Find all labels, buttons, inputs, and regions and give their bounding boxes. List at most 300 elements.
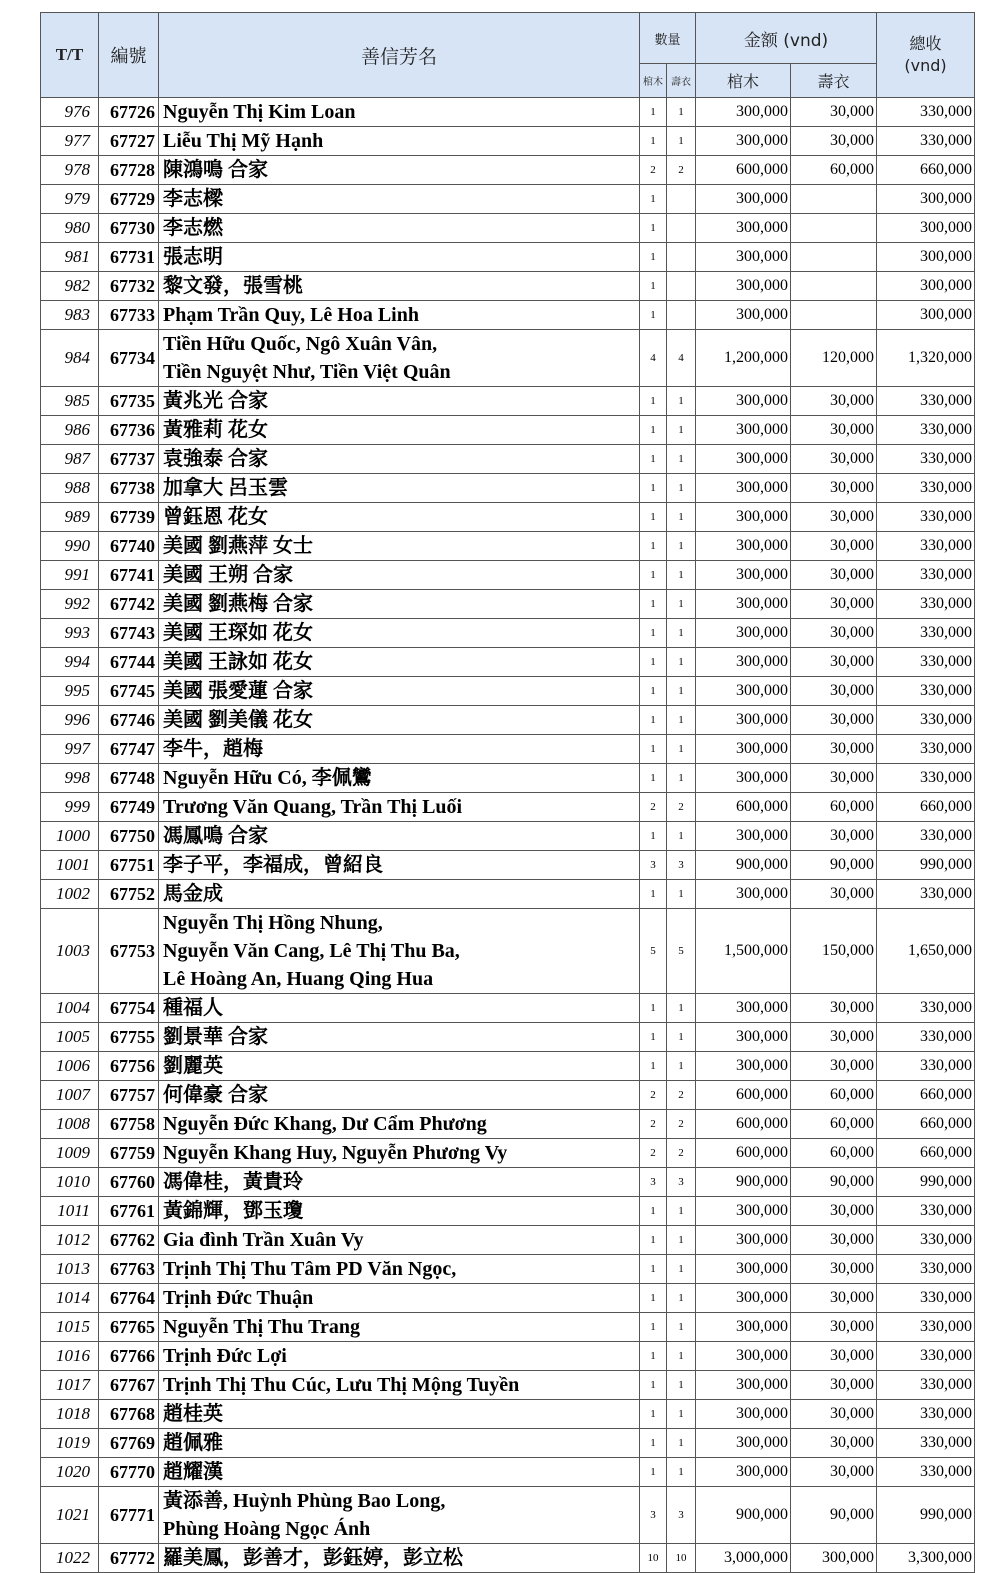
row-total: 660,000 [877, 1110, 975, 1139]
donor-name-line: 劉麗英 [163, 1055, 223, 1077]
row-total: 330,000 [877, 1400, 975, 1429]
row-code: 67755 [99, 1023, 159, 1052]
table-row [41, 330, 975, 387]
table-row [41, 445, 975, 474]
donor-name-line: 馬金成 [163, 883, 223, 905]
table-row [41, 532, 975, 561]
row-code: 67771 [99, 1487, 159, 1544]
donor-name-line: 張志明 [163, 246, 223, 268]
row-total: 330,000 [877, 590, 975, 619]
row-qty-coffin: 1 [640, 1371, 667, 1400]
row-donor-name [159, 474, 640, 503]
donor-name-line: 馮偉桂，黃貴玲 [163, 1171, 303, 1193]
row-qty-coffin: 1 [640, 185, 667, 214]
table-row [41, 764, 975, 793]
table-row [41, 851, 975, 880]
row-amount-shroud: 30,000 [791, 735, 877, 764]
row-donor-name [159, 1342, 640, 1371]
row-qty-shroud: 1 [667, 1052, 696, 1081]
row-donor-name [159, 822, 640, 851]
table-row [41, 590, 975, 619]
row-amount-coffin: 300,000 [696, 735, 791, 764]
row-qty-shroud: 1 [667, 1255, 696, 1284]
row-total: 300,000 [877, 272, 975, 301]
row-donor-name [159, 1429, 640, 1458]
row-qty-coffin: 1 [640, 619, 667, 648]
table-row [41, 301, 975, 330]
table-row [41, 880, 975, 909]
row-amount-coffin: 600,000 [696, 1110, 791, 1139]
row-donor-name [159, 677, 640, 706]
row-qty-shroud: 1 [667, 1429, 696, 1458]
row-total: 330,000 [877, 822, 975, 851]
row-amount-shroud: 30,000 [791, 1023, 877, 1052]
row-qty-shroud: 1 [667, 1023, 696, 1052]
row-amount-shroud: 30,000 [791, 677, 877, 706]
row-donor-name [159, 387, 640, 416]
row-number: 1013 [41, 1255, 99, 1284]
row-amount-shroud [791, 185, 877, 214]
row-donor-name [159, 851, 640, 880]
row-amount-coffin: 300,000 [696, 214, 791, 243]
row-qty-coffin: 1 [640, 561, 667, 590]
row-total: 330,000 [877, 880, 975, 909]
row-donor-name [159, 1023, 640, 1052]
row-amount-coffin: 300,000 [696, 243, 791, 272]
donor-name-line: 黃錦輝，鄧玉瓊 [163, 1200, 303, 1222]
row-amount-coffin: 300,000 [696, 1255, 791, 1284]
row-number: 1018 [41, 1400, 99, 1429]
row-total: 330,000 [877, 764, 975, 793]
row-number: 982 [41, 272, 99, 301]
row-amount-shroud: 300,000 [791, 1544, 877, 1573]
row-amount-shroud [791, 272, 877, 301]
table-header [41, 13, 975, 98]
donor-name-line: 李子平，李福成，曾紹良 [163, 854, 383, 876]
row-qty-coffin: 3 [640, 1168, 667, 1197]
row-amount-shroud: 60,000 [791, 156, 877, 185]
row-code: 67734 [99, 330, 159, 387]
table-row [41, 735, 975, 764]
row-amount-shroud: 30,000 [791, 532, 877, 561]
donor-name-line: 羅美鳳，彭善才，彭鈺婷，彭立松 [163, 1547, 463, 1569]
row-number: 1010 [41, 1168, 99, 1197]
donor-name-line: Trương Văn Quang, Trần Thị Luối [163, 796, 463, 818]
row-qty-shroud [667, 272, 696, 301]
table-row [41, 272, 975, 301]
table-row [41, 1544, 975, 1573]
row-qty-shroud: 1 [667, 561, 696, 590]
row-amount-shroud: 30,000 [791, 1052, 877, 1081]
row-total: 330,000 [877, 503, 975, 532]
row-code: 67744 [99, 648, 159, 677]
row-amount-shroud: 60,000 [791, 1081, 877, 1110]
row-number: 1000 [41, 822, 99, 851]
row-qty-coffin: 1 [640, 1400, 667, 1429]
header-qty-shroud: 壽衣 [667, 64, 696, 98]
row-qty-shroud: 1 [667, 677, 696, 706]
row-code: 67731 [99, 243, 159, 272]
row-amount-coffin: 300,000 [696, 532, 791, 561]
row-code: 67730 [99, 214, 159, 243]
row-qty-shroud: 1 [667, 127, 696, 156]
donor-name-line: Nguyễn Thị Kim Loan [163, 101, 356, 123]
row-number: 980 [41, 214, 99, 243]
row-donor-name [159, 301, 640, 330]
row-donor-name [159, 503, 640, 532]
row-total: 330,000 [877, 532, 975, 561]
row-total: 330,000 [877, 735, 975, 764]
table-row [41, 994, 975, 1023]
row-amount-shroud: 30,000 [791, 1342, 877, 1371]
row-qty-coffin: 1 [640, 880, 667, 909]
row-amount-coffin: 900,000 [696, 1487, 791, 1544]
row-amount-shroud: 120,000 [791, 330, 877, 387]
row-total: 330,000 [877, 648, 975, 677]
row-total: 330,000 [877, 1458, 975, 1487]
donor-name-line: 美國 王詠如 花女 [163, 651, 313, 673]
donor-name-line: Liễu Thị Mỹ Hạnh [163, 130, 324, 152]
row-amount-coffin: 300,000 [696, 1342, 791, 1371]
row-qty-coffin: 1 [640, 1342, 667, 1371]
row-amount-shroud: 30,000 [791, 387, 877, 416]
row-amount-coffin: 300,000 [696, 677, 791, 706]
row-number: 976 [41, 98, 99, 127]
row-total: 330,000 [877, 98, 975, 127]
row-number: 994 [41, 648, 99, 677]
row-code: 67756 [99, 1052, 159, 1081]
row-amount-coffin: 300,000 [696, 1226, 791, 1255]
row-number: 1015 [41, 1313, 99, 1342]
row-code: 67742 [99, 590, 159, 619]
row-number: 1005 [41, 1023, 99, 1052]
header-amount-shroud: 壽衣 [791, 64, 877, 98]
row-amount-coffin: 600,000 [696, 1081, 791, 1110]
donor-name-line: 美國 劉燕梅 合家 [163, 593, 313, 615]
row-qty-shroud [667, 185, 696, 214]
donor-name-line: Nguyễn Văn Cang, Lê Thị Thu Ba, [163, 940, 460, 962]
header-amount: 金额 (vnd) [696, 13, 877, 64]
table-row [41, 1081, 975, 1110]
donor-name-line: 美國 劉美儀 花女 [163, 709, 313, 731]
donor-name-line: 李志樑 [163, 188, 223, 210]
row-total: 330,000 [877, 474, 975, 503]
row-amount-shroud: 90,000 [791, 1487, 877, 1544]
table-row [41, 1197, 975, 1226]
row-qty-coffin: 1 [640, 822, 667, 851]
row-number: 1008 [41, 1110, 99, 1139]
row-donor-name [159, 561, 640, 590]
row-number: 988 [41, 474, 99, 503]
row-amount-shroud: 30,000 [791, 822, 877, 851]
row-qty-shroud: 1 [667, 1458, 696, 1487]
row-qty-shroud [667, 301, 696, 330]
row-code: 67770 [99, 1458, 159, 1487]
row-total: 990,000 [877, 851, 975, 880]
row-qty-coffin: 1 [640, 1226, 667, 1255]
row-qty-coffin: 5 [640, 909, 667, 994]
row-donor-name [159, 98, 640, 127]
table-row [41, 1168, 975, 1197]
row-qty-shroud: 1 [667, 1313, 696, 1342]
row-code: 67765 [99, 1313, 159, 1342]
header-amount-coffin: 棺木 [696, 64, 791, 98]
row-number: 1003 [41, 909, 99, 994]
row-qty-shroud: 1 [667, 445, 696, 474]
row-amount-shroud: 60,000 [791, 1110, 877, 1139]
row-donor-name [159, 1544, 640, 1573]
row-donor-name [159, 1139, 640, 1168]
row-amount-shroud: 30,000 [791, 445, 877, 474]
row-code: 67752 [99, 880, 159, 909]
row-amount-coffin: 300,000 [696, 619, 791, 648]
row-donor-name [159, 793, 640, 822]
row-qty-coffin: 2 [640, 1110, 667, 1139]
row-amount-coffin: 300,000 [696, 880, 791, 909]
donor-name-line: 趙桂英 [163, 1403, 223, 1425]
donor-name-line: 李牛，趙梅 [163, 738, 263, 760]
row-number: 992 [41, 590, 99, 619]
row-amount-shroud: 30,000 [791, 619, 877, 648]
row-total: 330,000 [877, 387, 975, 416]
row-amount-coffin: 300,000 [696, 127, 791, 156]
row-amount-shroud: 30,000 [791, 503, 877, 532]
row-number: 1021 [41, 1487, 99, 1544]
table-row [41, 1458, 975, 1487]
row-amount-shroud: 30,000 [791, 706, 877, 735]
row-amount-shroud: 30,000 [791, 1197, 877, 1226]
row-amount-coffin: 300,000 [696, 1284, 791, 1313]
row-total: 660,000 [877, 1081, 975, 1110]
donor-name-line: 黃添善, Huỳnh Phùng Bao Long, [163, 1490, 446, 1512]
row-amount-shroud: 30,000 [791, 1255, 877, 1284]
row-qty-coffin: 1 [640, 243, 667, 272]
row-amount-coffin: 300,000 [696, 503, 791, 532]
row-amount-shroud: 60,000 [791, 1139, 877, 1168]
row-amount-shroud: 30,000 [791, 561, 877, 590]
row-number: 979 [41, 185, 99, 214]
row-donor-name [159, 1197, 640, 1226]
row-total: 330,000 [877, 127, 975, 156]
row-qty-shroud: 1 [667, 474, 696, 503]
row-code: 67749 [99, 793, 159, 822]
row-qty-coffin: 1 [640, 648, 667, 677]
row-code: 67739 [99, 503, 159, 532]
donor-name-line: Nguyễn Đức Khang, Dư Cẩm Phương [163, 1113, 487, 1135]
table-row [41, 127, 975, 156]
row-number: 1002 [41, 880, 99, 909]
row-code: 67768 [99, 1400, 159, 1429]
row-donor-name [159, 1168, 640, 1197]
row-amount-shroud: 30,000 [791, 98, 877, 127]
row-number: 990 [41, 532, 99, 561]
row-total: 330,000 [877, 561, 975, 590]
row-total: 330,000 [877, 445, 975, 474]
row-amount-shroud: 30,000 [791, 1313, 877, 1342]
donor-name-line: Nguyễn Hữu Có, 李佩鸞 [163, 767, 372, 789]
row-donor-name [159, 1110, 640, 1139]
row-qty-shroud: 1 [667, 98, 696, 127]
row-code: 67769 [99, 1429, 159, 1458]
row-code: 67753 [99, 909, 159, 994]
header-code: 編號 [99, 13, 159, 98]
donor-name-line: Trịnh Thị Thu Cúc, Lưu Thị Mộng Tuyền [163, 1374, 520, 1396]
donor-name-line: Gia đình Trần Xuân Vy [163, 1229, 364, 1251]
row-qty-coffin: 1 [640, 764, 667, 793]
row-qty-shroud: 2 [667, 1110, 696, 1139]
row-qty-shroud: 1 [667, 590, 696, 619]
row-code: 67740 [99, 532, 159, 561]
row-code: 67745 [99, 677, 159, 706]
row-number: 986 [41, 416, 99, 445]
row-total: 1,650,000 [877, 909, 975, 994]
row-amount-coffin: 3,000,000 [696, 1544, 791, 1573]
row-code: 67751 [99, 851, 159, 880]
row-amount-shroud: 30,000 [791, 127, 877, 156]
table-row [41, 1400, 975, 1429]
row-total: 330,000 [877, 1052, 975, 1081]
row-total: 990,000 [877, 1487, 975, 1544]
row-qty-shroud: 3 [667, 1487, 696, 1544]
table-row [41, 185, 975, 214]
row-qty-shroud: 1 [667, 1342, 696, 1371]
header-tt: T/T [41, 13, 99, 98]
row-number: 983 [41, 301, 99, 330]
row-number: 1009 [41, 1139, 99, 1168]
row-amount-coffin: 300,000 [696, 1371, 791, 1400]
row-donor-name [159, 880, 640, 909]
row-total: 330,000 [877, 677, 975, 706]
row-total: 300,000 [877, 301, 975, 330]
row-donor-name [159, 994, 640, 1023]
row-number: 981 [41, 243, 99, 272]
row-qty-coffin: 2 [640, 1081, 667, 1110]
donor-name-line: 美國 劉燕萍 女士 [163, 535, 313, 557]
donor-name-line: 袁強泰 合家 [163, 448, 268, 470]
row-amount-coffin: 300,000 [696, 1400, 791, 1429]
row-qty-shroud: 1 [667, 706, 696, 735]
row-total: 330,000 [877, 1023, 975, 1052]
row-number: 1017 [41, 1371, 99, 1400]
row-qty-coffin: 1 [640, 445, 667, 474]
row-amount-shroud [791, 243, 877, 272]
donor-name-line: Phùng Hoàng Ngọc Ánh [163, 1518, 371, 1540]
row-amount-coffin: 300,000 [696, 387, 791, 416]
row-qty-coffin: 3 [640, 1487, 667, 1544]
row-qty-shroud: 1 [667, 735, 696, 764]
donor-name-line: Trịnh Đức Thuận [163, 1287, 314, 1309]
row-amount-shroud: 30,000 [791, 416, 877, 445]
row-donor-name [159, 1487, 640, 1544]
row-number: 1014 [41, 1284, 99, 1313]
row-code: 67767 [99, 1371, 159, 1400]
row-donor-name [159, 648, 640, 677]
row-amount-coffin: 300,000 [696, 1052, 791, 1081]
table-row [41, 1342, 975, 1371]
row-code: 67754 [99, 994, 159, 1023]
row-amount-coffin: 300,000 [696, 764, 791, 793]
row-number: 984 [41, 330, 99, 387]
row-total: 330,000 [877, 706, 975, 735]
row-number: 1006 [41, 1052, 99, 1081]
row-donor-name [159, 1052, 640, 1081]
row-qty-coffin: 1 [640, 387, 667, 416]
row-amount-shroud [791, 301, 877, 330]
table-row [41, 1052, 975, 1081]
row-code: 67736 [99, 416, 159, 445]
row-code: 67760 [99, 1168, 159, 1197]
donor-name-line: Trịnh Thị Thu Tâm PD Văn Ngọc, [163, 1258, 457, 1280]
row-qty-coffin: 1 [640, 503, 667, 532]
row-code: 67729 [99, 185, 159, 214]
row-donor-name [159, 590, 640, 619]
row-total: 330,000 [877, 1255, 975, 1284]
row-code: 67741 [99, 561, 159, 590]
row-qty-shroud: 1 [667, 503, 696, 532]
row-total: 300,000 [877, 185, 975, 214]
row-total: 990,000 [877, 1168, 975, 1197]
row-qty-coffin: 1 [640, 214, 667, 243]
donor-name-line: Nguyễn Thị Hồng Nhung, [163, 912, 383, 934]
table-row [41, 1429, 975, 1458]
row-amount-coffin: 300,000 [696, 272, 791, 301]
table-row [41, 387, 975, 416]
row-qty-shroud: 2 [667, 156, 696, 185]
table-row [41, 1226, 975, 1255]
row-code: 67766 [99, 1342, 159, 1371]
row-donor-name [159, 445, 640, 474]
row-qty-coffin: 1 [640, 706, 667, 735]
donor-name-line: Phạm Trần Quy, Lê Hoa Linh [163, 304, 419, 326]
row-amount-shroud: 30,000 [791, 1371, 877, 1400]
row-donor-name [159, 1313, 640, 1342]
row-total: 330,000 [877, 619, 975, 648]
row-total: 1,320,000 [877, 330, 975, 387]
table-row [41, 1139, 975, 1168]
row-amount-coffin: 300,000 [696, 1197, 791, 1226]
row-donor-name [159, 1226, 640, 1255]
row-donor-name [159, 619, 640, 648]
row-donor-name [159, 735, 640, 764]
row-qty-coffin: 1 [640, 1197, 667, 1226]
row-code: 67732 [99, 272, 159, 301]
row-donor-name [159, 1371, 640, 1400]
table-row [41, 1023, 975, 1052]
donor-name-line: 黃兆光 合家 [163, 390, 268, 412]
row-number: 997 [41, 735, 99, 764]
header-qty-coffin: 棺木 [640, 64, 667, 98]
row-code: 67757 [99, 1081, 159, 1110]
table-row [41, 503, 975, 532]
row-amount-shroud: 60,000 [791, 793, 877, 822]
row-code: 67759 [99, 1139, 159, 1168]
table-body [41, 98, 975, 1573]
table-row [41, 909, 975, 994]
row-donor-name [159, 1081, 640, 1110]
row-qty-shroud: 1 [667, 1284, 696, 1313]
donor-name-line: 趙佩雅 [163, 1432, 223, 1454]
row-amount-coffin: 300,000 [696, 706, 791, 735]
table-row [41, 243, 975, 272]
row-amount-coffin: 900,000 [696, 1168, 791, 1197]
row-amount-coffin: 300,000 [696, 648, 791, 677]
row-donor-name [159, 416, 640, 445]
row-amount-coffin: 300,000 [696, 561, 791, 590]
row-qty-shroud: 1 [667, 1226, 696, 1255]
row-number: 977 [41, 127, 99, 156]
donor-name-line: 美國 王朔 合家 [163, 564, 293, 586]
donor-name-line: Nguyễn Khang Huy, Nguyễn Phương Vy [163, 1142, 508, 1164]
